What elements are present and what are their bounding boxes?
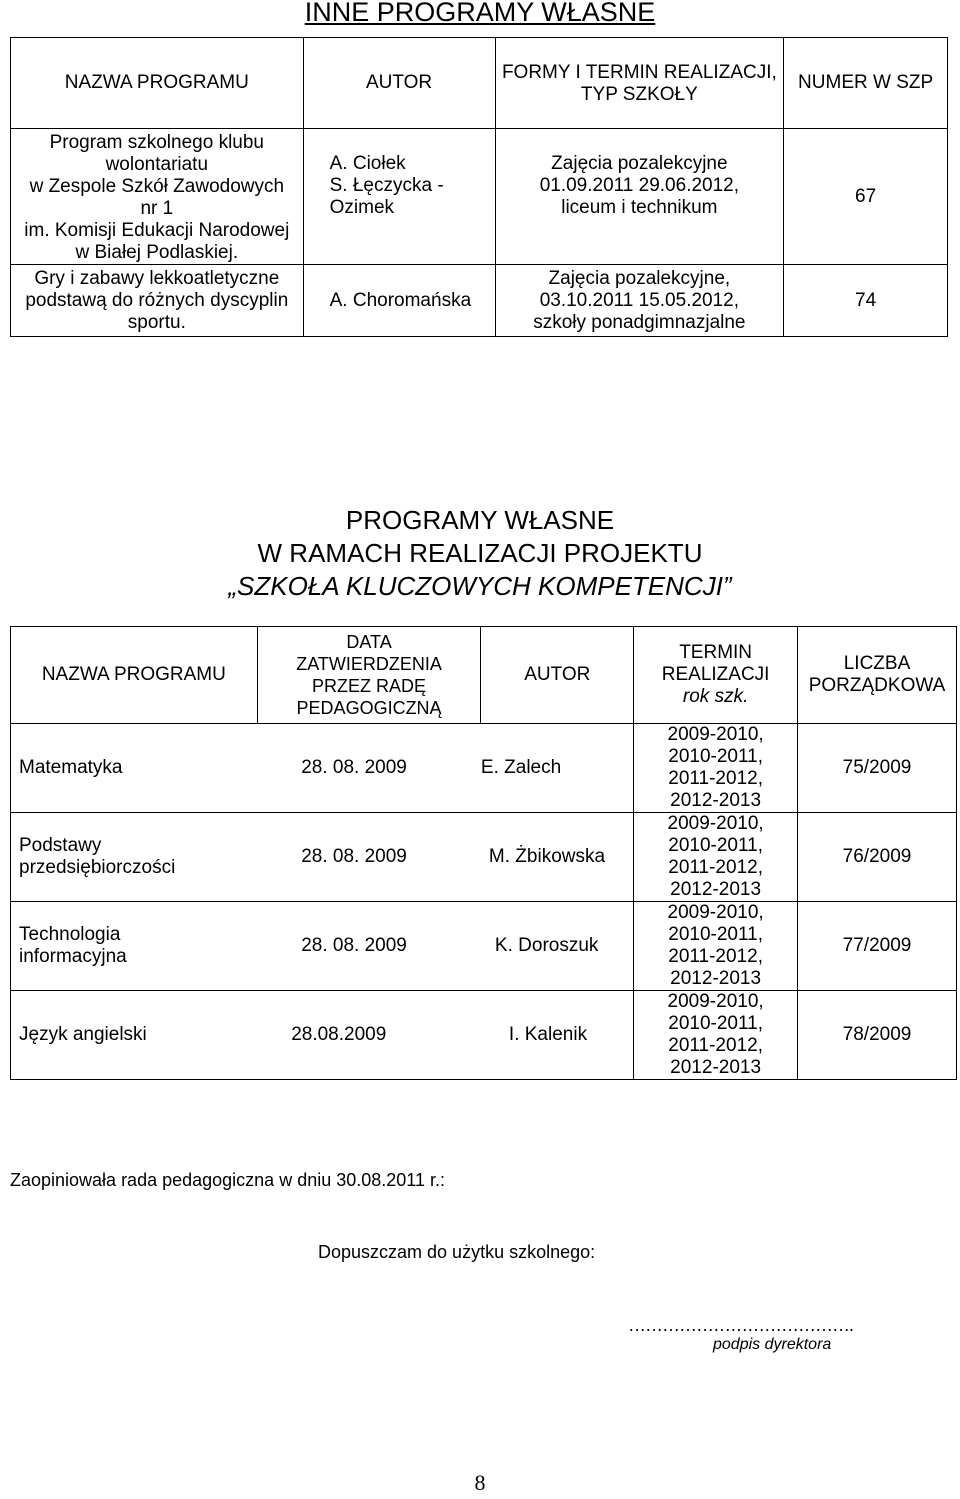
number-cell: 76/2009 — [798, 813, 957, 902]
section-title-line2: W RAMACH REALIZACJI PROJEKTU — [257, 538, 703, 568]
opinion-text: Zaopiniowała rada pedagogiczna w dniu 30.08.2011 r.: — [10, 1170, 445, 1190]
header-author: AUTOR — [303, 38, 495, 129]
program-name-cell: Gry i zabawy lekkoatletyczne podstawą do różnych dyscyplin sportu. — [11, 265, 304, 337]
table-row — [11, 813, 957, 902]
author-cell: M. Żbikowska — [481, 813, 634, 902]
table-row — [11, 129, 948, 265]
table-row — [11, 902, 957, 991]
project-programs-table — [10, 626, 957, 1080]
approval-text: Dopuszczam do użytku szkolnego: — [318, 1242, 596, 1262]
program-name-cell: Język angielski — [11, 991, 258, 1080]
approval-date-cell: 28. 08. 2009 — [257, 813, 481, 902]
approval-date-cell: 28. 08. 2009 — [257, 902, 481, 991]
program-name-cell: Technologia informacyjna — [11, 902, 258, 991]
author-cell: E. Zalech — [481, 724, 634, 813]
page-heading: INNE PROGRAMY WŁASNE — [304, 0, 656, 27]
header-number: NUMER W SZP — [784, 38, 948, 129]
author-cell: A. Choromańska — [303, 265, 495, 337]
signature-caption: podpis dyrektora — [713, 1336, 832, 1353]
signature-line: …………………………………. — [628, 1315, 854, 1335]
header-author: AUTOR — [481, 627, 634, 724]
number-cell: 77/2009 — [798, 902, 957, 991]
author-cell: A. Ciołek S. Łęczycka - Ozimek — [303, 129, 495, 265]
program-name-cell: Program szkolnego klubu wolontariatu w Zespole Szkół Zawodowych nr 1 im. Komisji Edukacji Narodowej w Białej Podlaskiej. — [11, 129, 304, 265]
number-cell: 78/2009 — [798, 991, 957, 1080]
table-row — [11, 991, 957, 1080]
author-cell: I. Kalenik — [481, 991, 634, 1080]
approval-date-cell: 28. 08. 2009 — [257, 724, 481, 813]
header-form: FORMY I TERMIN REALIZACJI, TYP SZKOŁY — [495, 38, 784, 129]
program-name-cell: Matematyka — [11, 724, 258, 813]
form-cell: Zajęcia pozalekcyjne, 03.10.2011 15.05.2012, szkoły ponadgimnazjalne — [495, 265, 784, 337]
header-program-name: NAZWA PROGRAMU — [11, 627, 258, 724]
section-title-line1: PROGRAMY WŁASNE — [345, 505, 615, 535]
number-cell: 67 — [784, 129, 948, 265]
table-row — [11, 724, 957, 813]
section-title-line3: „SZKOŁA KLUCZOWYCH KOMPETENCJI” — [228, 571, 732, 601]
table-header-row — [11, 627, 957, 724]
term-cell: 2009-2010, 2010-2011, 2011-2012, 2012-2013 — [634, 902, 798, 991]
number-cell: 75/2009 — [798, 724, 957, 813]
page-number: 8 — [474, 1470, 486, 1495]
number-cell: 74 — [784, 265, 948, 337]
author-cell: K. Doroszuk — [481, 902, 634, 991]
approval-date-cell: 28.08.2009 — [257, 991, 481, 1080]
term-cell: 2009-2010, 2010-2011, 2011-2012, 2012-2013 — [634, 813, 798, 902]
header-program-name: NAZWA PROGRAMU — [11, 38, 304, 129]
table-header-row — [11, 38, 948, 129]
header-term: TERMIN REALIZACJI rok szk. — [634, 627, 798, 724]
program-name-cell: Podstawy przedsiębiorczości — [11, 813, 258, 902]
term-cell: 2009-2010, 2010-2011, 2011-2012, 2012-2013 — [634, 724, 798, 813]
form-cell: Zajęcia pozalekcyjne 01.09.2011 29.06.2012, liceum i technikum — [495, 129, 784, 265]
header-number: LICZBA PORZĄDKOWA — [798, 627, 957, 724]
header-approval-date: DATA ZATWIERDZENIA PRZEZ RADĘ PEDAGOGICZNĄ — [257, 627, 481, 724]
term-cell: 2009-2010, 2010-2011, 2011-2012, 2012-2013 — [634, 991, 798, 1080]
table-row — [11, 265, 948, 337]
other-programs-table — [10, 37, 948, 337]
